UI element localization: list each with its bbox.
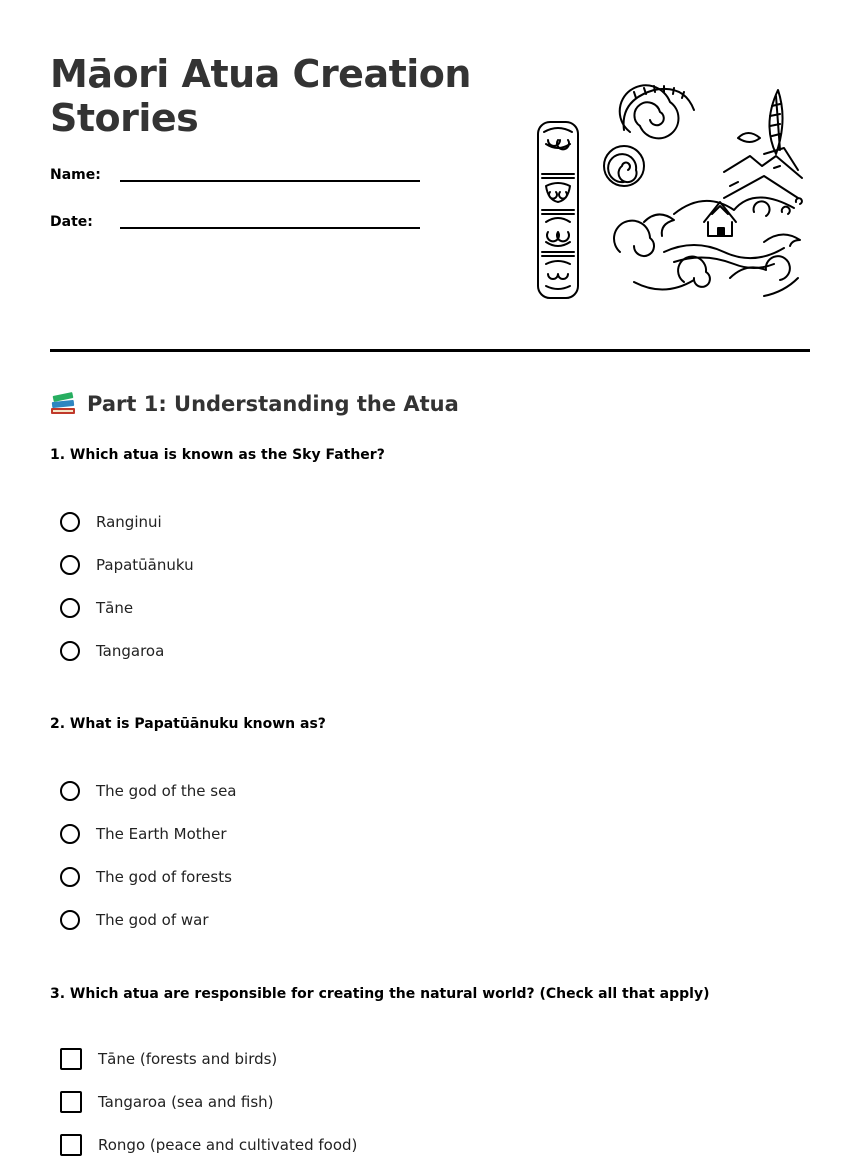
option-label: The god of war	[96, 911, 209, 929]
option-label: Tangaroa (sea and fish)	[98, 1093, 274, 1111]
radio-button[interactable]	[60, 598, 80, 618]
question-1: 1. Which atua is known as the Sky Father?	[50, 447, 385, 463]
hills-icon	[674, 197, 794, 214]
radio-button[interactable]	[60, 512, 80, 532]
option-label: The Earth Mother	[96, 825, 227, 843]
option-label: Rongo (peace and cultivated food)	[98, 1136, 358, 1154]
option-label: The god of the sea	[96, 782, 237, 800]
q3-option-rongo[interactable]	[60, 1132, 357, 1158]
option-label: Tāne (forests and birds)	[98, 1050, 278, 1068]
q1-option-tane[interactable]	[60, 595, 133, 621]
q2-option-war[interactable]	[60, 907, 209, 933]
maori-illustration	[534, 82, 804, 304]
q2-option-forests[interactable]	[60, 864, 232, 890]
q1-option-tangaroa[interactable]	[60, 638, 164, 664]
q3-option-tangaroa[interactable]	[60, 1089, 274, 1115]
small-koru-icon	[604, 146, 644, 186]
option-label: Tangaroa	[96, 642, 165, 660]
checkbox[interactable]	[60, 1048, 82, 1070]
name-label: Name:	[50, 167, 101, 183]
q2-option-earth-mother[interactable]	[60, 821, 227, 847]
radio-button[interactable]	[60, 781, 80, 801]
section-heading-text: Part 1: Understanding the Atua	[87, 392, 459, 416]
section-heading	[50, 388, 459, 420]
option-label: The god of forests	[96, 868, 232, 886]
books-icon	[50, 392, 76, 416]
checkbox[interactable]	[60, 1091, 82, 1113]
header-divider	[50, 349, 810, 352]
checkbox[interactable]	[60, 1134, 82, 1156]
radio-button[interactable]	[60, 867, 80, 887]
date-label: Date:	[50, 214, 93, 230]
worksheet-page	[50, 0, 810, 1161]
q1-option-ranginui[interactable]	[60, 509, 162, 535]
name-field	[50, 166, 420, 196]
q2-option-sea[interactable]	[60, 778, 237, 804]
worksheet-title: Māori Atua Creation Stories	[50, 52, 471, 140]
waves-icon	[614, 198, 802, 296]
question-2: 2. What is Papatūānuku known as?	[50, 716, 326, 732]
option-label: Papatūānuku	[96, 556, 194, 574]
date-write-line[interactable]	[120, 227, 420, 229]
name-write-line[interactable]	[120, 180, 420, 182]
carved-pole-icon	[538, 122, 578, 298]
q3-option-tane[interactable]	[60, 1046, 277, 1072]
mountains-icon	[724, 148, 802, 198]
radio-button[interactable]	[60, 824, 80, 844]
option-label: Tāne	[96, 599, 134, 617]
option-label: Ranginui	[96, 513, 162, 531]
radio-button[interactable]	[60, 555, 80, 575]
q1-option-papatuanuku[interactable]	[60, 552, 194, 578]
feather-icon	[769, 90, 782, 154]
question-3: 3. Which atua are responsible for creating the natural world? (Check all that apply)	[50, 986, 710, 1002]
cloud-icon	[738, 133, 760, 142]
koru-spiral-icon	[620, 85, 694, 138]
date-field	[50, 213, 420, 243]
radio-button[interactable]	[60, 910, 80, 930]
radio-button[interactable]	[60, 641, 80, 661]
